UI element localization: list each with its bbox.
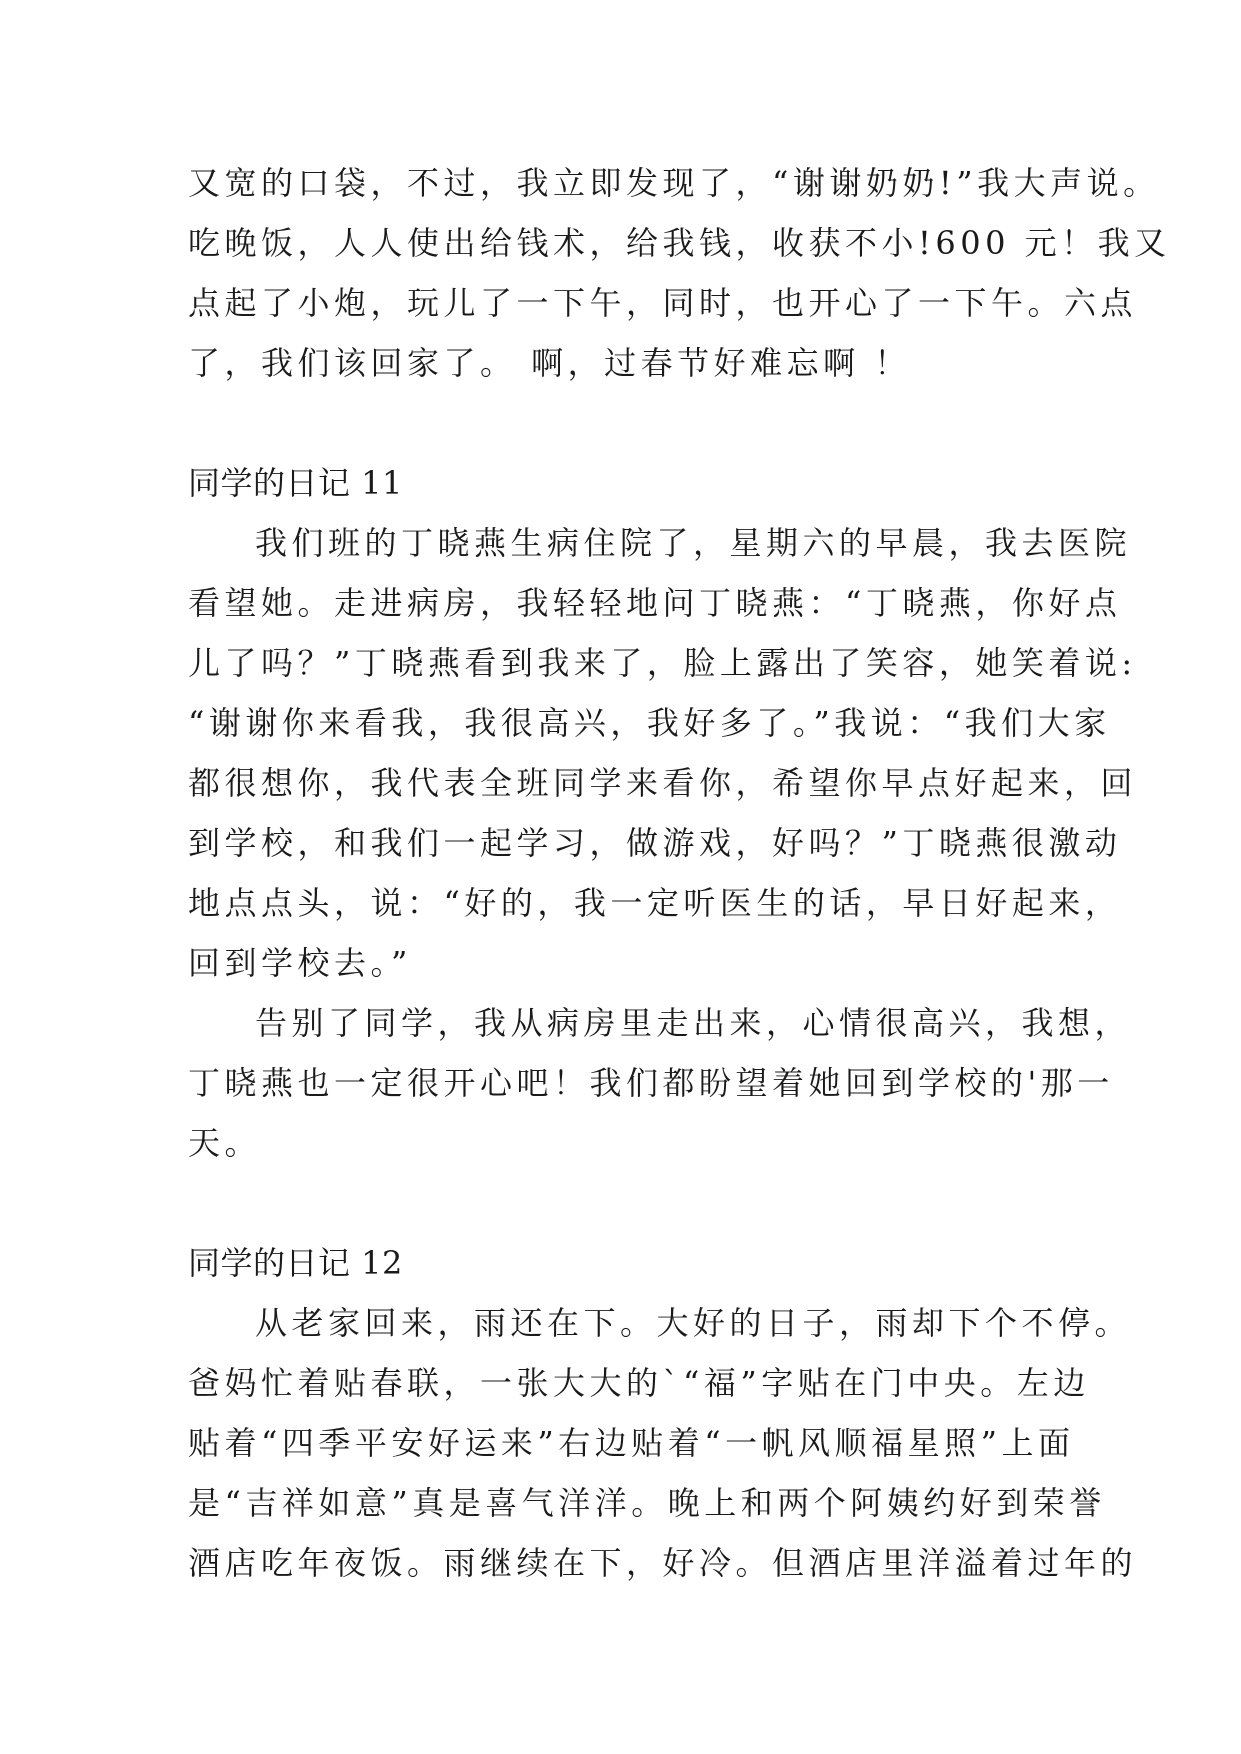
text-line: “谢谢你来看我，我很高兴，我好多了。”我说：“我们大家	[188, 704, 1111, 742]
text-line: 是“吉祥如意”真是喜气洋洋。晚上和两个阿姨约好到荣誉	[188, 1484, 1106, 1522]
text-line: 回到学校去。”	[188, 944, 412, 982]
entry-heading: 同学的日记 11	[188, 464, 403, 502]
text-line: 又宽的口袋，不过，我立即发现了，“谢谢奶奶!”我大声说。	[188, 164, 1160, 202]
entry-heading: 同学的日记 12	[188, 1244, 403, 1282]
text-line: 酒店吃年夜饭。雨继续在下，好冷。但酒店里洋溢着过年的	[188, 1544, 1138, 1582]
text-line: 了，我们该回家了。 啊，过春节好难忘啊 ！	[188, 344, 911, 382]
text-line: 丁晓燕也一定很开心吧！我们都盼望着她回到学校的'那一	[188, 1064, 1114, 1102]
text-line: 贴着“四季平安好运来”右边贴着“一帆风顺福星照”上面	[188, 1424, 1075, 1462]
text-line: 天。	[188, 1124, 262, 1162]
text-line: 从老家回来，雨还在下。大好的日子，雨却下个不停。	[255, 1304, 1132, 1342]
text-line: 地点点头，说：“好的，我一定听医生的话，早日好起来，	[188, 884, 1122, 922]
text-line: 看望她。走进病房，我轻轻地问丁晓燕：“丁晓燕，你好点	[188, 584, 1122, 622]
text-line: 点起了小炮，玩儿了一下午，同时，也开心了一下午。六点	[188, 284, 1138, 322]
text-line: 都很想你，我代表全班同学来看你，希望你早点好起来，回	[188, 764, 1138, 802]
text-line: 告别了同学，我从病房里走出来，心情很高兴，我想，	[255, 1004, 1132, 1042]
text-line: 到学校，和我们一起学习，做游戏，好吗？”丁晓燕很激动	[188, 824, 1122, 862]
text-line: 儿了吗？”丁晓燕看到我来了，脸上露出了笑容，她笑着说:	[188, 644, 1137, 682]
text-line: 吃晚饭，人人使出给钱术，给我钱，收获不小!600 元！我又	[188, 224, 1171, 262]
text-line: 我们班的丁晓燕生病住院了，星期六的早晨，我去医院	[255, 524, 1132, 562]
text-line: 爸妈忙着贴春联，一张大大的`“福”字贴在门中央。左边	[188, 1364, 1090, 1402]
